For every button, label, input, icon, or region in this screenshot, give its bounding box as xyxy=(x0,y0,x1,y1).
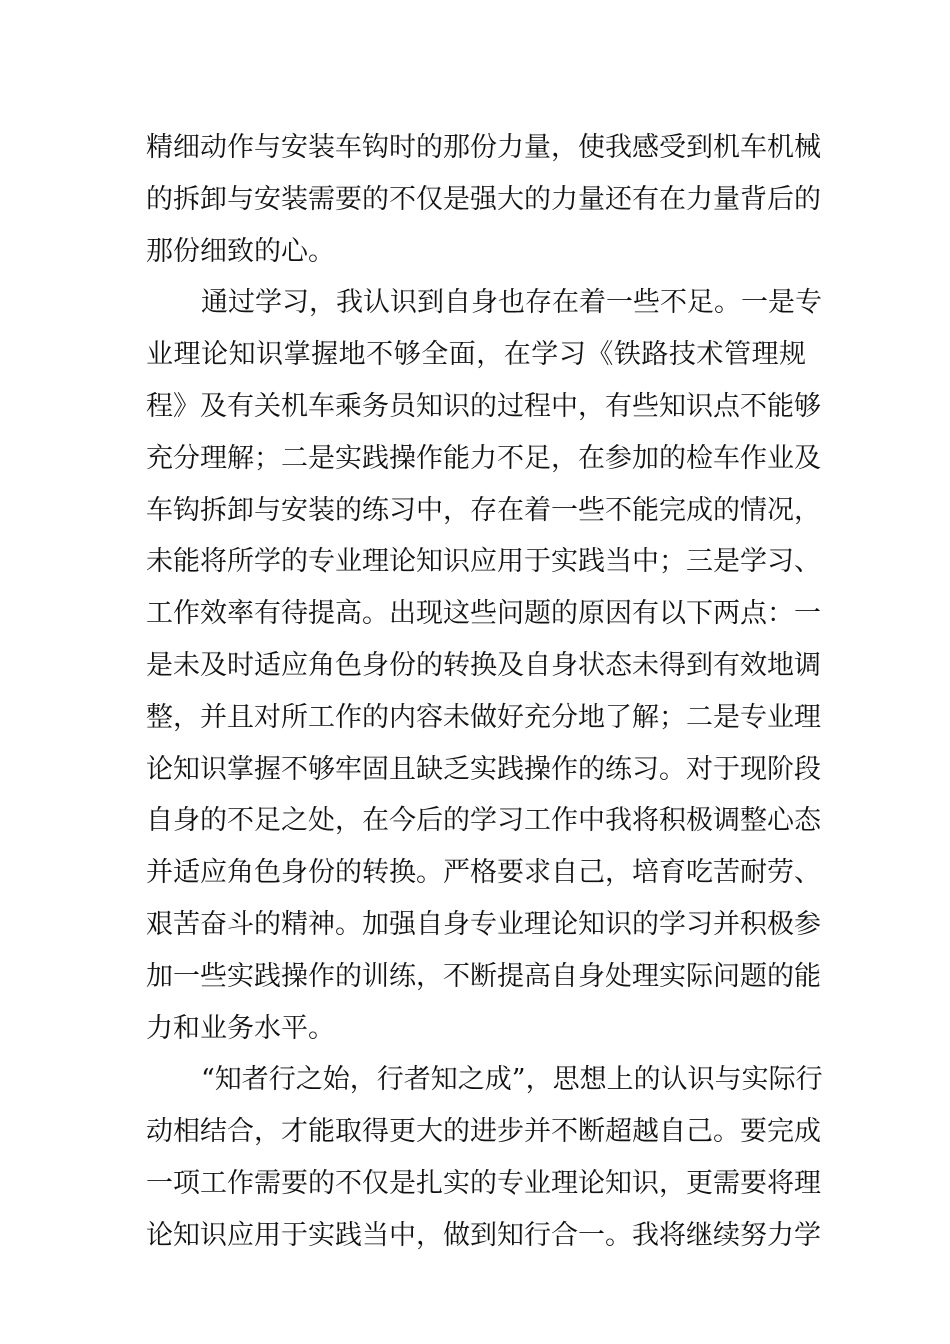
text-line: 自身的不足之处，在今后的学习工作中我将积极调整心态 xyxy=(146,805,821,837)
body-text xyxy=(146,122,823,1262)
text-line: 加一些实践操作的训练，不断提高自身处理实际问题的能 xyxy=(146,960,821,992)
text-line: 充分理解；二是实践操作能力不足，在参加的检车作业及 xyxy=(146,442,821,474)
text-line: 未能将所学的专业理论知识应用于实践当中；三是学习、 xyxy=(146,546,821,578)
text-line: 是未及时适应角色身份的转换及自身状态未得到有效地调 xyxy=(146,649,821,681)
text-line: 并适应角色身份的转换。严格要求自己，培育吃苦耐劳、 xyxy=(146,857,821,889)
text-line: 精细动作与安装车钩时的那份力量，使我感受到机车机械 xyxy=(146,132,821,163)
text-line: 艰苦奋斗的精神。加强自身专业理论知识的学习并积极参 xyxy=(146,908,821,940)
text-line: 整，并且对所工作的内容未做好充分地了解；二是专业理 xyxy=(146,701,821,733)
text-line: 程》及有关机车乘务员知识的过程中，有些知识点不能够 xyxy=(146,390,821,422)
text-line: 车钩拆卸与安装的练习中，存在着一些不能完成的情况， xyxy=(146,494,821,526)
text-line: 的拆卸与安装需要的不仅是强大的力量还有在力量背后的 xyxy=(146,183,821,215)
text-line: 动相结合，才能取得更大的进步并不断超越自己。要完成 xyxy=(146,1116,821,1148)
text-line: 论知识掌握不够牢固且缺乏实践操作的练习。对于现阶段 xyxy=(146,753,821,785)
text-line: “知者行之始，行者知之成”，思想上的认识与实际行 xyxy=(201,1064,823,1096)
text-line: 一项工作需要的不仅是扎实的专业理论知识，更需要将理 xyxy=(146,1167,821,1199)
text-line: 论知识应用于实践当中，做到知行合一。我将继续努力学 xyxy=(146,1219,821,1251)
text-line: 工作效率有待提高。出现这些问题的原因有以下两点：一 xyxy=(146,598,821,630)
text-line: 业理论知识掌握地不够全面，在学习《铁路技术管理规 xyxy=(146,339,806,371)
text-line: 那份细致的心。 xyxy=(146,235,335,267)
text-line: 通过学习，我认识到自身也存在着一些不足。一是专 xyxy=(201,287,822,319)
text-line: 力和业务水平。 xyxy=(146,1012,335,1044)
